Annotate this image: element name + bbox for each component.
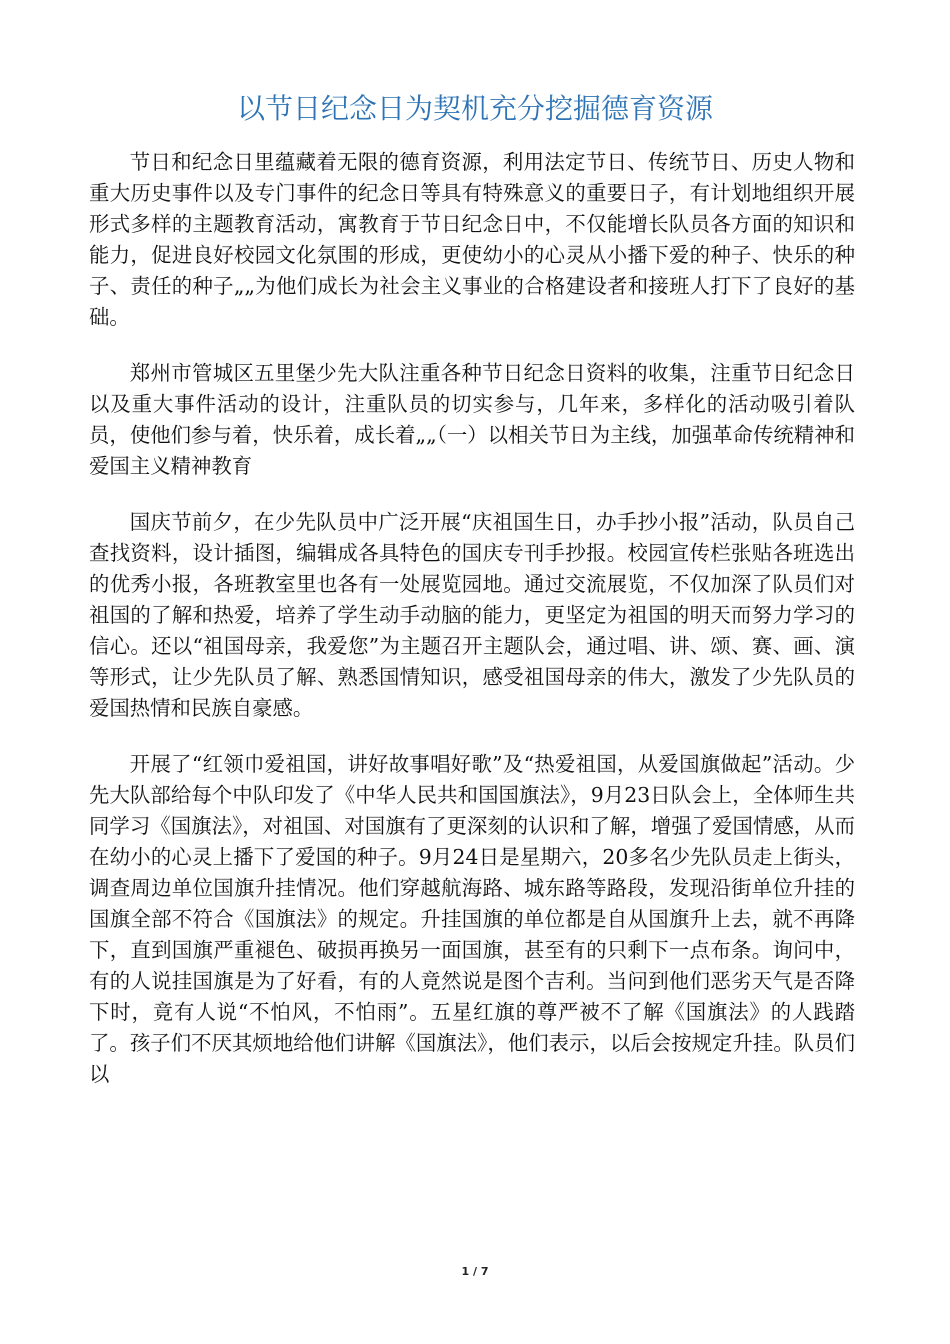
paragraph: 国庆节前夕，在少先队员中广泛开展“庆祖国生日，办手抄小报”活动，队员自己查找资料，设计插图，编辑成各具特色的国庆专刊手抄报。校园宣传栏张贴各班选出的优秀小报，各班教室里也各有一处展览园地。通过交流展览，不仅加深了队员们对祖国的了解和热爱，培养了学生动手动脑的能力，更坚定为祖国的明天而努力学习的信心。还以“祖国母亲，我爱您”为主题召开主题队会，通过唱、讲、颂、赛、画、演等形式，让少先队员了解、熟悉国情知识，感受祖国母亲的伟大，激发了少先队员的爱国热情和民族自豪感。 bbox=[89, 510, 855, 720]
paragraph: 郑州市管城区五里堡少先大队注重各种节日纪念日资料的收集，注重节日纪念日以及重大事件活动的设计，注重队员的切实参与，几年来，多样化的活动吸引着队员，使他们参与着，快乐着，成长着„„（一）以相关节日为主线，加强革命传统精神和爱国主义精神教育 bbox=[89, 361, 855, 478]
document-body bbox=[89, 147, 855, 1115]
document-title: 以节日纪念日为契机充分挖掘德育资源 bbox=[236, 92, 713, 125]
paragraph: 开展了“红领巾爱祖国，讲好故事唱好歌”及“热爱祖国，从爱国旗做起”活动。少先大队部给每个中队印发了《中华人民共和国国旗法》，9月23日队会上，全体师生共同学习《国旗法》，对祖国、对国旗有了更深刻的认识和了解，增强了爱国情感，从而在幼小的心灵上播下了爱国的种子。9月24日是星期六，20多名少先队员走上街头，调查周边单位国旗升挂情况。他们穿越航海路、城东路等路段，发现沿街单位升挂的国旗全部不符合《国旗法》的规定。升挂国旗的单位都是自从国旗升上去，就不再降下，直到国旗严重褪色、破损再换另一面国旗，甚至有的只剩下一点布条。询问中，有的人说挂国旗是为了好看，有的人竟然说是图个吉利。当问到他们恶劣天气是否降下时，竟有人说“不怕风，不怕雨”。五星红旗的尊严被不了解《国旗法》的人践踏了。孩子们不厌其烦地给他们讲解《国旗法》，他们表示，以后会按规定升挂。队员们以 bbox=[89, 752, 855, 1086]
paragraph: 节日和纪念日里蕴藏着无限的德育资源，利用法定节日、传统节日、历史人物和重大历史事件以及专门事件的纪念日等具有特殊意义的重要日子，有计划地组织开展形式多样的主题教育活动，寓教育于节日纪念日中，不仅能增长队员各方面的知识和能力，促进良好校园文化氛围的形成，更使幼小的心灵从小播下爱的种子、快乐的种子、责任的种子„„为他们成长为社会主义事业的合格建设者和接班人打下了良好的基础。 bbox=[89, 150, 855, 329]
page-number: 1 / 7 bbox=[461, 1265, 489, 1278]
